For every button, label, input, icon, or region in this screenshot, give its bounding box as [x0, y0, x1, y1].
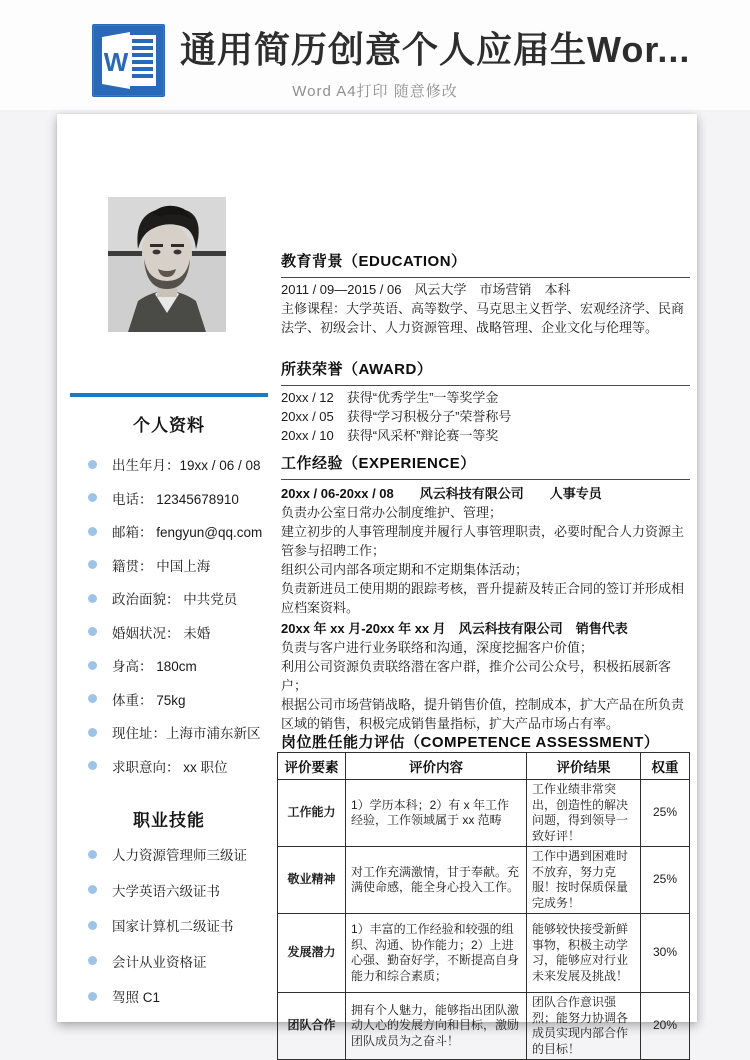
profile-photo [108, 197, 226, 332]
profile-list-item [88, 555, 288, 575]
assessment-factor-cell: 团队合作 [278, 993, 346, 1060]
template-subtitle: Word A4打印 随意修改 [292, 83, 458, 100]
profile-item-text: 婚姻状况： 未婚 [112, 625, 211, 641]
job-detail-line: 负责办公室日常办公制度维护、管理； [281, 505, 503, 520]
assessment-column-header: 评价内容 [346, 753, 527, 780]
assessment-result-cell: 团队合作意识强烈；能努力协调各成员实现内部合作的目标！ [527, 993, 641, 1060]
skill-item-text: 会计从业资格证 [112, 954, 207, 970]
job-detail-line: 组织公司内部各项定期和不定期集体活动； [281, 562, 529, 577]
skill-item-text: 国家计算机二级证书 [112, 919, 234, 934]
assessment-column-header: 评价要素 [278, 753, 346, 780]
assessment-content-cell: 1）学历本科；2）有 x 年工作经验，工作领域属于 xx 范畴 [346, 780, 527, 847]
experience-heading: 工作经验（EXPERIENCE） [281, 452, 690, 480]
assessment-content-cell: 拥有个人魅力，能够指出团队激动人心的发展方向和目标，激励团队成员为之奋斗！ [346, 993, 527, 1060]
profile-item-text: 现住址：上海市浦东新区 [112, 726, 261, 741]
assessment-factor-cell: 工作能力 [278, 780, 346, 847]
bullet-dot-icon [88, 560, 97, 569]
education-line: 主修课程：大学英语、高等数学、马克思主义哲学、宏观经济学、民商法学、初级会计、人力资源管理、战略管理、企业文化与伦理等。 [281, 301, 685, 335]
job2-details [281, 638, 690, 733]
award-heading: 所获荣誉（AWARD） [281, 358, 690, 386]
profile-list-item [88, 756, 288, 776]
assessment-row [278, 993, 690, 1060]
profile-list-item [88, 622, 288, 642]
resume-page [57, 114, 697, 1056]
assessment-weight-cell: 20% [641, 993, 690, 1060]
education-body [281, 280, 690, 337]
bullet-dot-icon [88, 728, 97, 737]
profile-item-text: 政治面貌： 中共党员 [112, 592, 238, 607]
education-heading: 教育背景（EDUCATION） [281, 250, 690, 278]
profile-item-text: 身高： 180cm [112, 659, 197, 674]
bullet-dot-icon [88, 761, 97, 770]
bullet-dot-icon [88, 992, 97, 1001]
profile-list-item [88, 588, 288, 608]
skill-list-item [88, 844, 288, 864]
job-detail-line: 负责新进员工使用期的跟踪考核，晋升提薪及转正合同的签订并形成相应档案资料。 [281, 581, 685, 615]
bullet-dot-icon [88, 694, 97, 703]
skills-section-title: 职业技能 [133, 811, 205, 830]
award-line: 20xx / 10 获得“风采杯”辩论赛一等奖 [281, 428, 499, 443]
svg-text:W: W [103, 47, 129, 77]
job-detail-line: 建立初步的人事管理制度并履行人事管理职责，必要时配合人力资源主管参与招聘工作； [281, 524, 685, 558]
assessment-row [278, 847, 690, 914]
profile-item-text: 体重： 75kg [112, 692, 186, 708]
job1-details [281, 503, 690, 617]
assessment-weight-cell: 25% [641, 780, 690, 847]
assessment-row [278, 914, 690, 993]
skill-list-item [88, 986, 288, 1006]
skill-list-item [88, 951, 288, 971]
assessment-rows [278, 780, 690, 1060]
profile-item-text: 求职意向： xx 职位 [112, 759, 228, 775]
assessment-header-row [278, 753, 690, 780]
assessment-heading: 岗位胜任能力评估（COMPETENCE ASSESSMENT） [281, 731, 690, 759]
bullet-dot-icon [88, 460, 97, 469]
job-detail-line: 利用公司资源负责联络潜在客户群，推介公司公众号，积极拓展新客户； [281, 659, 672, 693]
bullet-dot-icon [88, 527, 97, 536]
assessment-content-cell: 1）丰富的工作经验和较强的组织、沟通、协作能力；2）上进心强、勤奋好学，不断提高自身能力和综合素质； [346, 914, 527, 993]
bullet-dot-icon [88, 850, 97, 859]
assessment-factor-cell: 敬业精神 [278, 847, 346, 914]
profile-list-item [88, 655, 288, 675]
assessment-weight-cell: 25% [641, 847, 690, 914]
profile-item-text: 出生年月：19xx / 06 / 08 [112, 458, 261, 473]
skill-item-text: 大学英语六级证书 [112, 883, 220, 899]
assessment-result-cell: 工作业绩非常突出，创造性的解决问题，得到领导一致好评！ [527, 780, 641, 847]
page-header [0, 0, 750, 110]
assessment-table [277, 752, 690, 1060]
bullet-dot-icon [88, 661, 97, 670]
profile-list-item [88, 521, 288, 541]
bullet-dot-icon [88, 921, 97, 930]
assessment-result-cell: 能够较快接受新鲜事物，积极主动学习，能够应对行业未来发展及挑战！ [527, 914, 641, 993]
profile-item-text: 邮箱： fengyun@qq.com [112, 525, 263, 540]
profile-list-item [88, 454, 288, 474]
assessment-table-wrap [277, 752, 689, 1060]
bullet-dot-icon [88, 956, 97, 965]
assessment-factor-cell: 发展潜力 [278, 914, 346, 993]
assessment-content-cell: 对工作充满激情，甘于奉献。充满使命感，能全身心投入工作。 [346, 847, 527, 914]
profile-list-item [88, 689, 288, 709]
assessment-result-cell: 工作中遇到困难时不放弃，努力克服！按时保质保量完成务！ [527, 847, 641, 914]
profile-item-text: 籍贯： 中国上海 [112, 558, 211, 574]
profile-item-text: 电话： 12345678910 [112, 491, 239, 507]
assessment-column-header: 评价结果 [527, 753, 641, 780]
bullet-dot-icon [88, 493, 97, 502]
profile-list [88, 454, 288, 789]
profile-list-item [88, 488, 288, 508]
assessment-weight-cell: 30% [641, 914, 690, 993]
assessment-row [278, 780, 690, 847]
award-line: 20xx / 05 获得“学习积极分子”荣誉称号 [281, 409, 512, 424]
skill-item-text: 人力资源管理师三级证 [112, 848, 247, 863]
assessment-column-header: 权重 [641, 753, 690, 780]
template-title: 通用简历创意个人应届生Wor... [180, 29, 691, 70]
education-line: 2011 / 09—2015 / 06 风云大学 市场营销 本科 [281, 282, 571, 297]
bullet-dot-icon [88, 627, 97, 636]
sidebar-accent-line [70, 393, 268, 397]
skill-item-text: 驾照 C1 [112, 990, 161, 1005]
profile-list-item [88, 722, 288, 742]
job1-title: 20xx / 06-20xx / 08 风云科技有限公司 人事专员 [281, 486, 602, 501]
profile-section-title: 个人资料 [133, 416, 205, 435]
skills-list [88, 844, 288, 1022]
award-body [281, 388, 690, 445]
bullet-dot-icon [88, 594, 97, 603]
skill-list-item [88, 915, 288, 935]
bullet-dot-icon [88, 885, 97, 894]
award-line: 20xx / 12 获得“优秀学生”一等奖学金 [281, 390, 499, 405]
job-detail-line: 负责与客户进行业务联络和沟通，深度挖掘客户价值； [281, 640, 594, 655]
skill-list-item [88, 880, 288, 900]
job-detail-line: 根据公司市场营销战略，提升销售价值，控制成本，扩大产品在所负责区域的销售，积极完成销售量指标，扩大产品市场占有率。 [281, 697, 685, 731]
job2-title: 20xx 年 xx 月-20xx 年 xx 月 风云科技有限公司 销售代表 [281, 621, 628, 636]
